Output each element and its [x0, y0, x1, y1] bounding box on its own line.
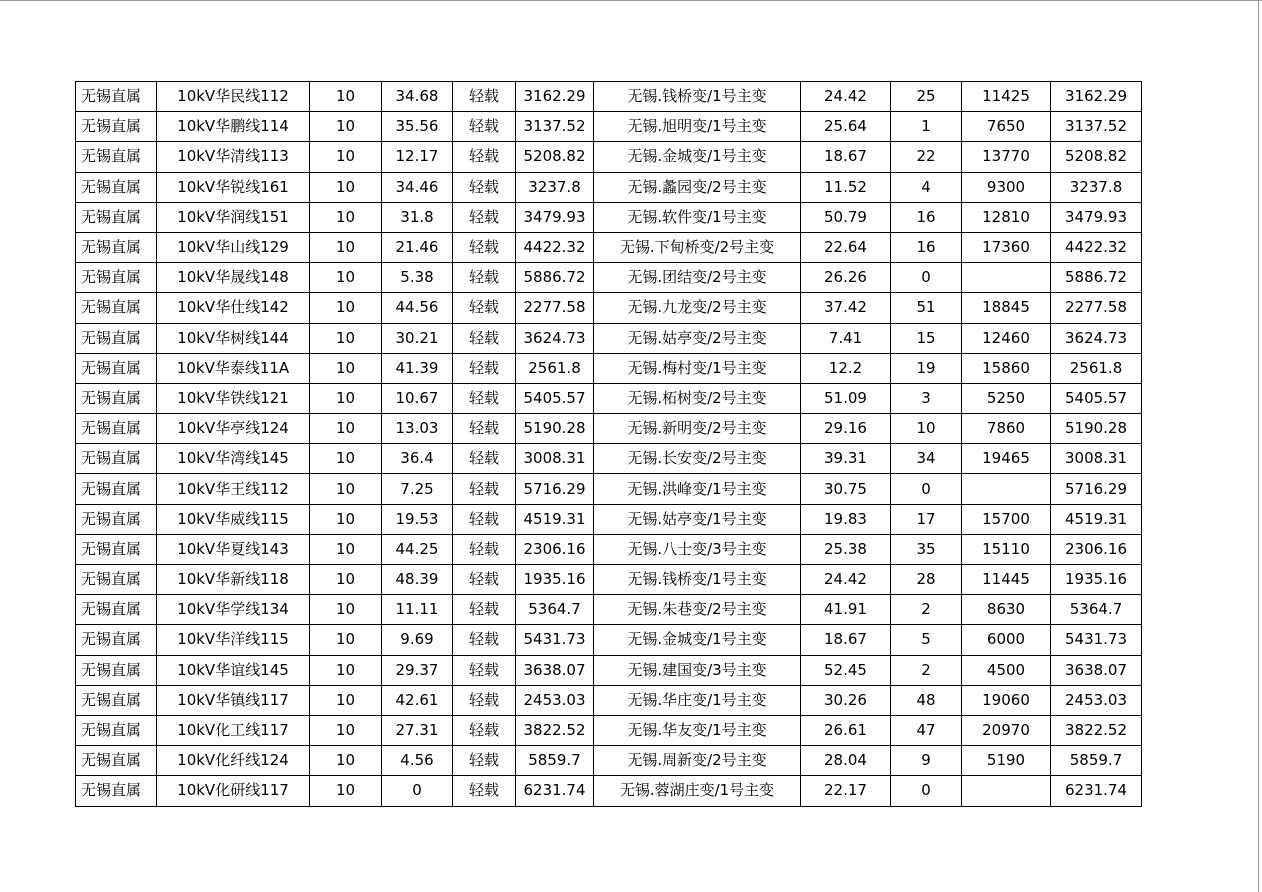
user-count-cell: 1 [891, 112, 962, 142]
unit-cell: 无锡直属 [76, 263, 157, 293]
user-count-cell: 0 [891, 263, 962, 293]
unit-cell: 无锡直属 [76, 595, 157, 625]
installed-capacity-cell: 18845 [962, 293, 1051, 323]
remaining-capacity-cell: 3008.31 [516, 444, 594, 474]
user-count-cell: 15 [891, 323, 962, 353]
installed-capacity-cell: 15110 [962, 534, 1051, 564]
voltage-cell: 10 [310, 293, 382, 323]
available-capacity-cell: 5208.82 [1051, 142, 1142, 172]
table-row [76, 202, 1142, 232]
substation-transformer-cell: 无锡.梅村变/1号主变 [594, 353, 801, 383]
user-count-cell: 22 [891, 142, 962, 172]
remaining-capacity-cell: 1935.16 [516, 565, 594, 595]
unit-cell: 无锡直属 [76, 685, 157, 715]
substation-transformer-cell: 无锡.姑亭变/1号主变 [594, 504, 801, 534]
transformer-load-rate-cell: 22.17 [801, 776, 891, 806]
transformer-load-rate-cell: 25.38 [801, 534, 891, 564]
load-status-cell: 轻载 [453, 534, 516, 564]
substation-transformer-cell: 无锡.蓉湖庄变/1号主变 [594, 776, 801, 806]
table-row [76, 746, 1142, 776]
load-status-cell: 轻载 [453, 444, 516, 474]
line-name-cell: 10kV华仕线142 [157, 293, 310, 323]
user-count-cell: 4 [891, 172, 962, 202]
load-rate-cell: 27.31 [382, 715, 453, 745]
unit-cell: 无锡直属 [76, 776, 157, 806]
installed-capacity-cell: 7860 [962, 414, 1051, 444]
voltage-cell: 10 [310, 202, 382, 232]
transformer-load-rate-cell: 18.67 [801, 625, 891, 655]
voltage-cell: 10 [310, 112, 382, 142]
load-status-cell: 轻载 [453, 82, 516, 112]
substation-transformer-cell: 无锡.华庄变/1号主变 [594, 685, 801, 715]
installed-capacity-cell: 20970 [962, 715, 1051, 745]
table-row [76, 232, 1142, 262]
load-rate-cell: 48.39 [382, 565, 453, 595]
installed-capacity-cell: 12460 [962, 323, 1051, 353]
installed-capacity-cell [962, 474, 1051, 504]
installed-capacity-cell: 9300 [962, 172, 1051, 202]
transformer-load-rate-cell: 29.16 [801, 414, 891, 444]
substation-transformer-cell: 无锡.八士变/3号主变 [594, 534, 801, 564]
substation-transformer-cell: 无锡.钱桥变/1号主变 [594, 565, 801, 595]
remaining-capacity-cell: 5886.72 [516, 263, 594, 293]
remaining-capacity-cell: 5208.82 [516, 142, 594, 172]
line-name-cell: 10kV华新线118 [157, 565, 310, 595]
available-capacity-cell: 3638.07 [1051, 655, 1142, 685]
unit-cell: 无锡直属 [76, 565, 157, 595]
substation-transformer-cell: 无锡.洪峰变/1号主变 [594, 474, 801, 504]
available-capacity-cell: 3162.29 [1051, 82, 1142, 112]
line-name-cell: 10kV华鹏线114 [157, 112, 310, 142]
load-status-cell: 轻载 [453, 504, 516, 534]
table-row [76, 444, 1142, 474]
table-row [76, 474, 1142, 504]
substation-transformer-cell: 无锡.九龙变/2号主变 [594, 293, 801, 323]
available-capacity-cell: 5716.29 [1051, 474, 1142, 504]
available-capacity-cell: 3479.93 [1051, 202, 1142, 232]
load-status-cell: 轻载 [453, 112, 516, 142]
installed-capacity-cell: 15700 [962, 504, 1051, 534]
user-count-cell: 3 [891, 383, 962, 413]
installed-capacity-cell: 12810 [962, 202, 1051, 232]
line-name-cell: 10kV华铁线121 [157, 383, 310, 413]
table-row [76, 172, 1142, 202]
unit-cell: 无锡直属 [76, 655, 157, 685]
load-rate-cell: 34.46 [382, 172, 453, 202]
available-capacity-cell: 2306.16 [1051, 534, 1142, 564]
installed-capacity-cell: 4500 [962, 655, 1051, 685]
line-name-cell: 10kV华泰线11A [157, 353, 310, 383]
line-name-cell: 10kV华润线151 [157, 202, 310, 232]
installed-capacity-cell: 7650 [962, 112, 1051, 142]
available-capacity-cell: 5405.57 [1051, 383, 1142, 413]
transformer-load-rate-cell: 30.26 [801, 685, 891, 715]
remaining-capacity-cell: 3162.29 [516, 82, 594, 112]
unit-cell: 无锡直属 [76, 534, 157, 564]
transformer-load-rate-cell: 26.26 [801, 263, 891, 293]
line-name-cell: 10kV华谊线145 [157, 655, 310, 685]
user-count-cell: 35 [891, 534, 962, 564]
voltage-cell: 10 [310, 504, 382, 534]
voltage-cell: 10 [310, 565, 382, 595]
table-row [76, 293, 1142, 323]
load-status-cell: 轻载 [453, 565, 516, 595]
user-count-cell: 5 [891, 625, 962, 655]
available-capacity-cell: 2561.8 [1051, 353, 1142, 383]
line-name-cell: 10kV华树线144 [157, 323, 310, 353]
remaining-capacity-cell: 3822.52 [516, 715, 594, 745]
load-status-cell: 轻载 [453, 353, 516, 383]
voltage-cell: 10 [310, 534, 382, 564]
unit-cell: 无锡直属 [76, 142, 157, 172]
table-row [76, 383, 1142, 413]
feeder-load-table [75, 81, 1142, 807]
transformer-load-rate-cell: 37.42 [801, 293, 891, 323]
remaining-capacity-cell: 2561.8 [516, 353, 594, 383]
transformer-load-rate-cell: 12.2 [801, 353, 891, 383]
line-name-cell: 10kV化研线117 [157, 776, 310, 806]
voltage-cell: 10 [310, 595, 382, 625]
transformer-load-rate-cell: 26.61 [801, 715, 891, 745]
substation-transformer-cell: 无锡.柘树变/2号主变 [594, 383, 801, 413]
user-count-cell: 28 [891, 565, 962, 595]
table-row [76, 504, 1142, 534]
substation-transformer-cell: 无锡.朱巷变/2号主变 [594, 595, 801, 625]
remaining-capacity-cell: 3479.93 [516, 202, 594, 232]
page-top-edge [0, 0, 1262, 1]
voltage-cell: 10 [310, 142, 382, 172]
user-count-cell: 48 [891, 685, 962, 715]
installed-capacity-cell: 11425 [962, 82, 1051, 112]
installed-capacity-cell: 13770 [962, 142, 1051, 172]
load-status-cell: 轻载 [453, 685, 516, 715]
transformer-load-rate-cell: 50.79 [801, 202, 891, 232]
voltage-cell: 10 [310, 263, 382, 293]
available-capacity-cell: 5886.72 [1051, 263, 1142, 293]
substation-transformer-cell: 无锡.金城变/1号主变 [594, 625, 801, 655]
load-rate-cell: 36.4 [382, 444, 453, 474]
voltage-cell: 10 [310, 625, 382, 655]
substation-transformer-cell: 无锡.建国变/3号主变 [594, 655, 801, 685]
remaining-capacity-cell: 5431.73 [516, 625, 594, 655]
unit-cell: 无锡直属 [76, 383, 157, 413]
line-name-cell: 10kV华锐线161 [157, 172, 310, 202]
load-rate-cell: 34.68 [382, 82, 453, 112]
transformer-load-rate-cell: 22.64 [801, 232, 891, 262]
user-count-cell: 0 [891, 776, 962, 806]
table-row [76, 595, 1142, 625]
load-status-cell: 轻载 [453, 595, 516, 625]
load-status-cell: 轻载 [453, 142, 516, 172]
line-name-cell: 10kV化工线117 [157, 715, 310, 745]
voltage-cell: 10 [310, 715, 382, 745]
line-name-cell: 10kV华学线134 [157, 595, 310, 625]
load-status-cell: 轻载 [453, 202, 516, 232]
available-capacity-cell: 3137.52 [1051, 112, 1142, 142]
load-status-cell: 轻载 [453, 715, 516, 745]
line-name-cell: 10kV华山线129 [157, 232, 310, 262]
remaining-capacity-cell: 5405.57 [516, 383, 594, 413]
voltage-cell: 10 [310, 323, 382, 353]
table-row [76, 323, 1142, 353]
substation-transformer-cell: 无锡.下甸桥变/2号主变 [594, 232, 801, 262]
remaining-capacity-cell: 5716.29 [516, 474, 594, 504]
load-rate-cell: 9.69 [382, 625, 453, 655]
load-status-cell: 轻载 [453, 293, 516, 323]
line-name-cell: 10kV华镇线117 [157, 685, 310, 715]
substation-transformer-cell: 无锡.蠡园变/2号主变 [594, 172, 801, 202]
voltage-cell: 10 [310, 776, 382, 806]
table-row [76, 82, 1142, 112]
load-status-cell: 轻载 [453, 232, 516, 262]
voltage-cell: 10 [310, 655, 382, 685]
load-status-cell: 轻载 [453, 746, 516, 776]
transformer-load-rate-cell: 7.41 [801, 323, 891, 353]
line-name-cell: 10kV华湾线145 [157, 444, 310, 474]
transformer-load-rate-cell: 18.67 [801, 142, 891, 172]
installed-capacity-cell: 17360 [962, 232, 1051, 262]
user-count-cell: 0 [891, 474, 962, 504]
load-status-cell: 轻载 [453, 776, 516, 806]
unit-cell: 无锡直属 [76, 323, 157, 353]
available-capacity-cell: 3237.8 [1051, 172, 1142, 202]
transformer-load-rate-cell: 11.52 [801, 172, 891, 202]
transformer-load-rate-cell: 25.64 [801, 112, 891, 142]
load-rate-cell: 21.46 [382, 232, 453, 262]
transformer-load-rate-cell: 52.45 [801, 655, 891, 685]
load-rate-cell: 0 [382, 776, 453, 806]
load-rate-cell: 44.25 [382, 534, 453, 564]
load-status-cell: 轻载 [453, 172, 516, 202]
remaining-capacity-cell: 2306.16 [516, 534, 594, 564]
substation-transformer-cell: 无锡.钱桥变/1号主变 [594, 82, 801, 112]
voltage-cell: 10 [310, 232, 382, 262]
unit-cell: 无锡直属 [76, 746, 157, 776]
available-capacity-cell: 3822.52 [1051, 715, 1142, 745]
load-rate-cell: 44.56 [382, 293, 453, 323]
load-rate-cell: 10.67 [382, 383, 453, 413]
available-capacity-cell: 3008.31 [1051, 444, 1142, 474]
load-status-cell: 轻载 [453, 263, 516, 293]
installed-capacity-cell: 19465 [962, 444, 1051, 474]
user-count-cell: 51 [891, 293, 962, 323]
load-rate-cell: 42.61 [382, 685, 453, 715]
available-capacity-cell: 4422.32 [1051, 232, 1142, 262]
unit-cell: 无锡直属 [76, 172, 157, 202]
voltage-cell: 10 [310, 444, 382, 474]
available-capacity-cell: 5859.7 [1051, 746, 1142, 776]
transformer-load-rate-cell: 30.75 [801, 474, 891, 504]
remaining-capacity-cell: 2277.58 [516, 293, 594, 323]
transformer-load-rate-cell: 39.31 [801, 444, 891, 474]
unit-cell: 无锡直属 [76, 414, 157, 444]
load-rate-cell: 29.37 [382, 655, 453, 685]
transformer-load-rate-cell: 24.42 [801, 565, 891, 595]
user-count-cell: 16 [891, 202, 962, 232]
voltage-cell: 10 [310, 414, 382, 444]
load-rate-cell: 7.25 [382, 474, 453, 504]
user-count-cell: 19 [891, 353, 962, 383]
remaining-capacity-cell: 2453.03 [516, 685, 594, 715]
load-rate-cell: 13.03 [382, 414, 453, 444]
transformer-load-rate-cell: 24.42 [801, 82, 891, 112]
table-row [76, 414, 1142, 444]
load-rate-cell: 41.39 [382, 353, 453, 383]
user-count-cell: 9 [891, 746, 962, 776]
substation-transformer-cell: 无锡.软件变/1号主变 [594, 202, 801, 232]
remaining-capacity-cell: 5190.28 [516, 414, 594, 444]
table-row [76, 655, 1142, 685]
table-row [76, 565, 1142, 595]
unit-cell: 无锡直属 [76, 202, 157, 232]
remaining-capacity-cell: 5364.7 [516, 595, 594, 625]
load-status-cell: 轻载 [453, 655, 516, 685]
line-name-cell: 10kV华洋线115 [157, 625, 310, 655]
table-row [76, 776, 1142, 806]
table-row [76, 112, 1142, 142]
substation-transformer-cell: 无锡.金城变/1号主变 [594, 142, 801, 172]
load-status-cell: 轻载 [453, 323, 516, 353]
table-row [76, 142, 1142, 172]
voltage-cell: 10 [310, 746, 382, 776]
line-name-cell: 10kV华清线113 [157, 142, 310, 172]
substation-transformer-cell: 无锡.团结变/2号主变 [594, 263, 801, 293]
load-status-cell: 轻载 [453, 474, 516, 504]
transformer-load-rate-cell: 28.04 [801, 746, 891, 776]
substation-transformer-cell: 无锡.长安变/2号主变 [594, 444, 801, 474]
table-row [76, 715, 1142, 745]
transformer-load-rate-cell: 19.83 [801, 504, 891, 534]
installed-capacity-cell [962, 263, 1051, 293]
installed-capacity-cell: 11445 [962, 565, 1051, 595]
load-rate-cell: 12.17 [382, 142, 453, 172]
substation-transformer-cell: 无锡.周新变/2号主变 [594, 746, 801, 776]
unit-cell: 无锡直属 [76, 715, 157, 745]
line-name-cell: 10kV华民线112 [157, 82, 310, 112]
load-rate-cell: 4.56 [382, 746, 453, 776]
line-name-cell: 10kV华王线112 [157, 474, 310, 504]
table-row [76, 263, 1142, 293]
remaining-capacity-cell: 3137.52 [516, 112, 594, 142]
voltage-cell: 10 [310, 172, 382, 202]
voltage-cell: 10 [310, 82, 382, 112]
remaining-capacity-cell: 6231.74 [516, 776, 594, 806]
remaining-capacity-cell: 5859.7 [516, 746, 594, 776]
available-capacity-cell: 4519.31 [1051, 504, 1142, 534]
user-count-cell: 25 [891, 82, 962, 112]
voltage-cell: 10 [310, 474, 382, 504]
available-capacity-cell: 3624.73 [1051, 323, 1142, 353]
load-status-cell: 轻载 [453, 383, 516, 413]
user-count-cell: 10 [891, 414, 962, 444]
installed-capacity-cell [962, 776, 1051, 806]
unit-cell: 无锡直属 [76, 353, 157, 383]
line-name-cell: 10kV华晟线148 [157, 263, 310, 293]
page-right-edge [1258, 0, 1259, 892]
user-count-cell: 17 [891, 504, 962, 534]
line-name-cell: 10kV化纤线124 [157, 746, 310, 776]
remaining-capacity-cell: 3237.8 [516, 172, 594, 202]
unit-cell: 无锡直属 [76, 112, 157, 142]
unit-cell: 无锡直属 [76, 444, 157, 474]
user-count-cell: 34 [891, 444, 962, 474]
transformer-load-rate-cell: 51.09 [801, 383, 891, 413]
unit-cell: 无锡直属 [76, 625, 157, 655]
user-count-cell: 2 [891, 655, 962, 685]
remaining-capacity-cell: 3638.07 [516, 655, 594, 685]
transformer-load-rate-cell: 41.91 [801, 595, 891, 625]
load-status-cell: 轻载 [453, 414, 516, 444]
load-rate-cell: 11.11 [382, 595, 453, 625]
available-capacity-cell: 2453.03 [1051, 685, 1142, 715]
substation-transformer-cell: 无锡.华友变/1号主变 [594, 715, 801, 745]
load-rate-cell: 5.38 [382, 263, 453, 293]
unit-cell: 无锡直属 [76, 504, 157, 534]
table-row [76, 625, 1142, 655]
installed-capacity-cell: 6000 [962, 625, 1051, 655]
remaining-capacity-cell: 4519.31 [516, 504, 594, 534]
unit-cell: 无锡直属 [76, 293, 157, 323]
unit-cell: 无锡直属 [76, 474, 157, 504]
substation-transformer-cell: 无锡.新明变/2号主变 [594, 414, 801, 444]
voltage-cell: 10 [310, 685, 382, 715]
unit-cell: 无锡直属 [76, 82, 157, 112]
available-capacity-cell: 5431.73 [1051, 625, 1142, 655]
line-name-cell: 10kV华夏线143 [157, 534, 310, 564]
available-capacity-cell: 6231.74 [1051, 776, 1142, 806]
user-count-cell: 16 [891, 232, 962, 262]
unit-cell: 无锡直属 [76, 232, 157, 262]
installed-capacity-cell: 8630 [962, 595, 1051, 625]
remaining-capacity-cell: 4422.32 [516, 232, 594, 262]
available-capacity-cell: 5364.7 [1051, 595, 1142, 625]
load-status-cell: 轻载 [453, 625, 516, 655]
installed-capacity-cell: 19060 [962, 685, 1051, 715]
user-count-cell: 47 [891, 715, 962, 745]
load-rate-cell: 19.53 [382, 504, 453, 534]
table-row [76, 534, 1142, 564]
installed-capacity-cell: 5190 [962, 746, 1051, 776]
load-rate-cell: 30.21 [382, 323, 453, 353]
available-capacity-cell: 5190.28 [1051, 414, 1142, 444]
installed-capacity-cell: 15860 [962, 353, 1051, 383]
table-row [76, 685, 1142, 715]
table-row [76, 353, 1142, 383]
available-capacity-cell: 1935.16 [1051, 565, 1142, 595]
table-body [76, 82, 1142, 807]
line-name-cell: 10kV华威线115 [157, 504, 310, 534]
voltage-cell: 10 [310, 353, 382, 383]
substation-transformer-cell: 无锡.旭明变/1号主变 [594, 112, 801, 142]
load-rate-cell: 31.8 [382, 202, 453, 232]
voltage-cell: 10 [310, 383, 382, 413]
remaining-capacity-cell: 3624.73 [516, 323, 594, 353]
substation-transformer-cell: 无锡.姑亭变/2号主变 [594, 323, 801, 353]
available-capacity-cell: 2277.58 [1051, 293, 1142, 323]
installed-capacity-cell: 5250 [962, 383, 1051, 413]
line-name-cell: 10kV华亭线124 [157, 414, 310, 444]
user-count-cell: 2 [891, 595, 962, 625]
load-rate-cell: 35.56 [382, 112, 453, 142]
